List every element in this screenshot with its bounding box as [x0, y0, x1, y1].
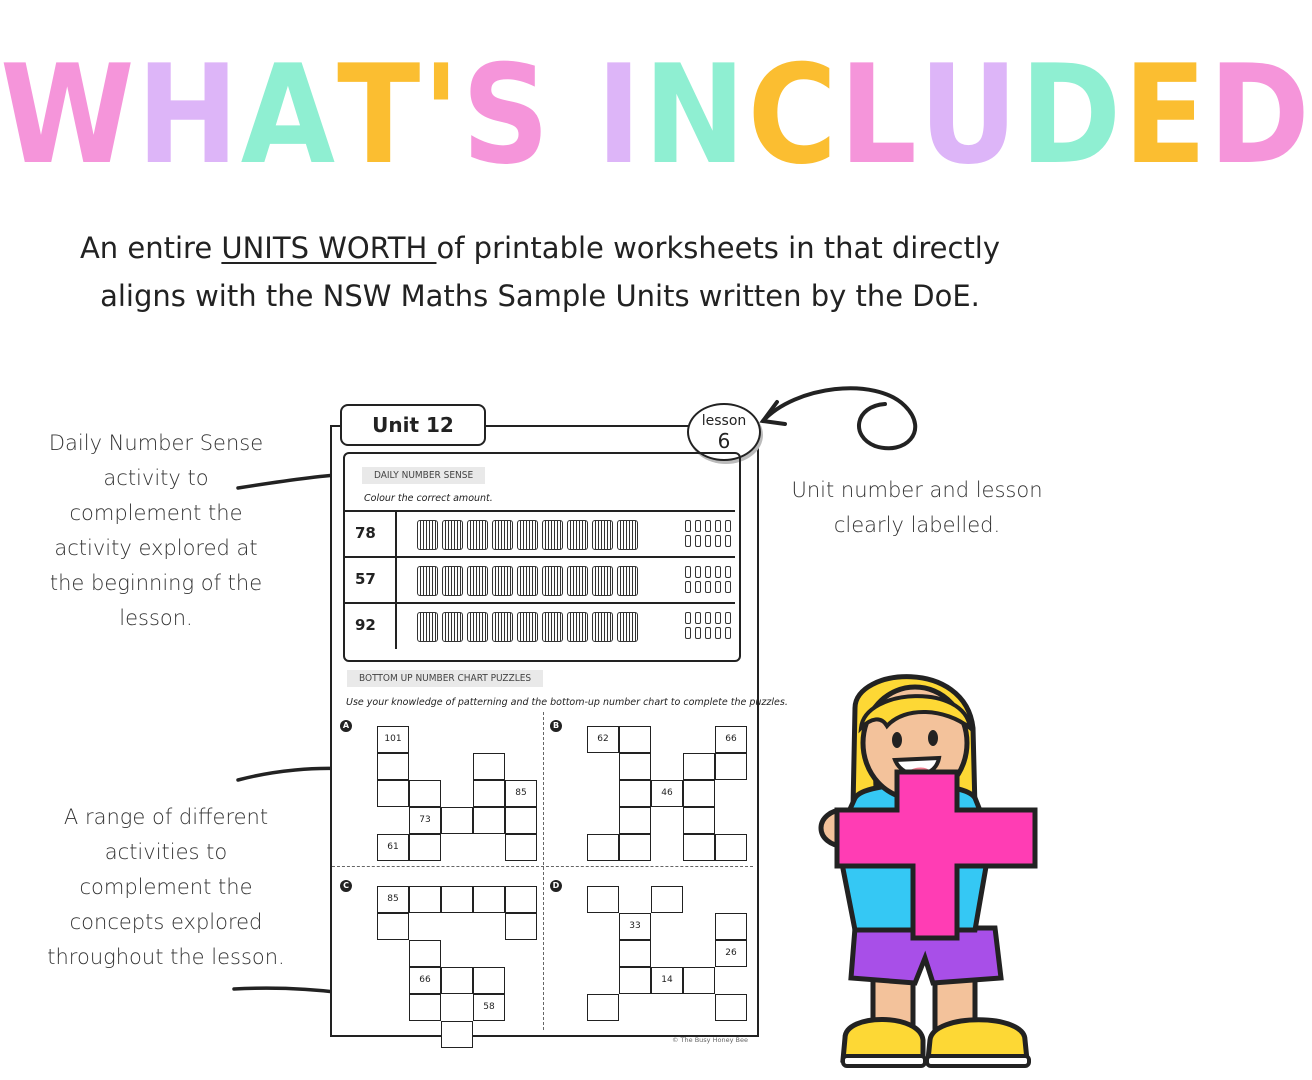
one-block[interactable]	[715, 535, 721, 547]
puzzle-cell[interactable]	[505, 913, 537, 940]
ten-block[interactable]	[617, 566, 638, 596]
puzzle-cell[interactable]	[619, 780, 651, 807]
puzzle-cell[interactable]: 66	[409, 967, 441, 994]
puzzle-cell[interactable]: 58	[473, 994, 505, 1021]
dns-row-number: 57	[355, 570, 376, 588]
ten-block[interactable]	[492, 520, 513, 550]
puzzle-cell[interactable]	[441, 967, 473, 994]
one-block[interactable]	[715, 581, 721, 593]
dns-row-number: 78	[355, 524, 376, 542]
puzzle-cell[interactable]	[715, 994, 747, 1021]
dns-row-divider	[395, 604, 397, 649]
puzzle-cell[interactable]: 61	[377, 834, 409, 861]
one-block[interactable]	[695, 566, 701, 578]
one-block[interactable]	[725, 566, 731, 578]
one-block[interactable]	[705, 520, 711, 532]
one-block[interactable]	[695, 581, 701, 593]
dns-heading: DAILY NUMBER SENSE	[362, 467, 485, 484]
ten-block[interactable]	[542, 566, 563, 596]
title-letter: I	[596, 35, 644, 195]
title-letter: T	[337, 35, 423, 195]
ones-blocks	[685, 520, 731, 547]
puzzle-cell[interactable]	[377, 780, 409, 807]
puzzle-cell[interactable]: 101	[377, 726, 409, 753]
title-letter: D	[1208, 35, 1312, 195]
one-block[interactable]	[705, 612, 711, 624]
ten-block[interactable]	[442, 520, 463, 550]
one-block[interactable]	[685, 627, 691, 639]
note-daily-number-sense: Daily Number Sense activity to complement the activity explored at the beginning of the lesson.	[48, 431, 264, 630]
puzzle-cell[interactable]	[505, 807, 537, 834]
ten-block[interactable]	[567, 566, 588, 596]
tens-blocks	[417, 566, 638, 596]
one-block[interactable]	[705, 627, 711, 639]
ones-blocks	[685, 612, 731, 639]
ten-block[interactable]	[617, 520, 638, 550]
puzzle-cell[interactable]: 46	[651, 780, 683, 807]
one-block[interactable]	[725, 535, 731, 547]
puzzle-cell[interactable]	[377, 913, 409, 940]
ten-block[interactable]	[467, 566, 488, 596]
ten-block[interactable]	[417, 566, 438, 596]
lesson-label: lesson	[701, 413, 747, 429]
puzzle-cell[interactable]	[473, 807, 505, 834]
puzzle-instruction: Use your knowledge of patterning and the bottom-up number chart to complete the puzzles.	[346, 697, 788, 708]
ten-block[interactable]	[442, 566, 463, 596]
ten-block[interactable]	[517, 612, 538, 642]
lesson-number: 6	[717, 429, 731, 453]
one-block[interactable]	[715, 612, 721, 624]
title-letter: S	[461, 35, 552, 195]
puzzle-cell[interactable]	[619, 834, 651, 861]
puzzle-cell[interactable]	[409, 994, 441, 1021]
puzzle-cell[interactable]: 66	[715, 726, 747, 753]
title-letter: E	[1123, 35, 1209, 195]
ten-block[interactable]	[417, 520, 438, 550]
one-block[interactable]	[705, 566, 711, 578]
puzzle-cell[interactable]	[651, 886, 683, 913]
ten-block[interactable]	[617, 612, 638, 642]
puzzle-cell[interactable]	[587, 994, 619, 1021]
puzzle-cell[interactable]: 14	[651, 967, 683, 994]
ten-block[interactable]	[517, 566, 538, 596]
ten-block[interactable]	[492, 566, 513, 596]
page-title	[0, 31, 1312, 199]
ten-block[interactable]	[567, 520, 588, 550]
puzzle-cell[interactable]: 85	[505, 780, 537, 807]
puzzle-cell[interactable]	[619, 807, 651, 834]
puzzle-cell[interactable]	[473, 780, 505, 807]
puzzle-cell[interactable]	[409, 834, 441, 861]
puzzle-cell[interactable]	[619, 940, 651, 967]
ten-block[interactable]	[567, 612, 588, 642]
one-block[interactable]	[695, 535, 701, 547]
puzzle-cell[interactable]	[683, 780, 715, 807]
puzzle-label: A	[340, 720, 352, 732]
one-block[interactable]	[685, 581, 691, 593]
puzzle-cell[interactable]	[683, 753, 715, 780]
one-block[interactable]	[695, 627, 701, 639]
one-block[interactable]	[695, 520, 701, 532]
dns-row	[345, 510, 735, 557]
puzzle-cell[interactable]: 62	[587, 726, 619, 753]
puzzle-cell[interactable]: 85	[377, 886, 409, 913]
one-block[interactable]	[685, 612, 691, 624]
subtitle-underlined: UNITS WORTH	[221, 231, 437, 265]
ten-block[interactable]	[467, 520, 488, 550]
dns-row-divider	[395, 512, 397, 557]
one-block[interactable]	[685, 535, 691, 547]
puzzle-cell[interactable]	[473, 753, 505, 780]
title-letter: C	[747, 35, 840, 195]
puzzle-label: C	[340, 880, 352, 892]
puzzle-cell[interactable]	[683, 807, 715, 834]
one-block[interactable]	[715, 627, 721, 639]
title-letter: N	[643, 35, 748, 195]
dns-row-divider	[395, 558, 397, 603]
one-block[interactable]	[685, 566, 691, 578]
puzzle-cell[interactable]	[505, 886, 537, 913]
ten-block[interactable]	[492, 612, 513, 642]
puzzle-cell[interactable]	[505, 834, 537, 861]
quadrant-divider-vertical	[543, 712, 544, 1030]
note-range-activities: A range of different activities to complement the concepts explored throughout the lesson.	[47, 805, 285, 969]
note-unit-lesson: Unit number and lesson clearly labelled.	[791, 478, 1043, 537]
subtitle-after: of printable worksheets in that directly aligns with the NSW Maths Sample Units written by the DoE.	[100, 231, 1001, 313]
ten-block[interactable]	[542, 520, 563, 550]
puzzle-cell[interactable]	[441, 807, 473, 834]
puzzle-cell[interactable]	[409, 886, 441, 913]
one-block[interactable]	[705, 535, 711, 547]
ones-blocks	[685, 566, 731, 593]
copyright: © The Busy Honey Bee	[672, 1036, 748, 1044]
ten-block[interactable]	[517, 520, 538, 550]
tens-blocks	[417, 520, 638, 550]
title-letter	[552, 31, 596, 199]
ten-block[interactable]	[467, 612, 488, 642]
puzzle-cell[interactable]	[473, 886, 505, 913]
dns-row-number: 92	[355, 616, 376, 634]
title-letter: '	[422, 35, 462, 195]
puzzle-heading: BOTTOM UP NUMBER CHART PUZZLES	[347, 670, 543, 687]
title-letter: H	[136, 35, 241, 195]
unit-label: Unit 12	[340, 404, 486, 446]
puzzle-cell[interactable]	[683, 967, 715, 994]
one-block[interactable]	[685, 520, 691, 532]
dns-instruction: Colour the correct amount.	[364, 493, 493, 504]
ten-block[interactable]	[592, 566, 613, 596]
dns-row	[345, 556, 735, 603]
puzzle-cell[interactable]	[587, 886, 619, 913]
one-block[interactable]	[725, 581, 731, 593]
puzzle-label: B	[550, 720, 562, 732]
title-letter: W	[0, 35, 137, 195]
puzzle-cell[interactable]	[683, 834, 715, 861]
puzzle-cell[interactable]	[587, 834, 619, 861]
puzzle-cell[interactable]	[409, 940, 441, 967]
ten-block[interactable]	[542, 612, 563, 642]
one-block[interactable]	[715, 520, 721, 532]
puzzle-cell[interactable]	[619, 967, 651, 994]
one-block[interactable]	[725, 612, 731, 624]
one-block[interactable]	[725, 520, 731, 532]
puzzle-cell[interactable]	[715, 834, 747, 861]
one-block[interactable]	[705, 581, 711, 593]
arrow-curl-icon	[755, 376, 935, 466]
puzzle-cell[interactable]	[715, 753, 747, 780]
puzzle-cell[interactable]	[441, 1021, 473, 1048]
puzzle-cell[interactable]: 26	[715, 940, 747, 967]
puzzle-cell[interactable]: 73	[409, 807, 441, 834]
puzzle-label: D	[550, 880, 562, 892]
ten-block[interactable]	[417, 612, 438, 642]
title-letter: D	[1019, 35, 1124, 195]
one-block[interactable]	[725, 627, 731, 639]
ten-block[interactable]	[592, 520, 613, 550]
ten-block[interactable]	[442, 612, 463, 642]
puzzle-cell[interactable]	[619, 726, 651, 753]
ten-block[interactable]	[592, 612, 613, 642]
subtitle	[70, 224, 1010, 320]
puzzle-cell[interactable]	[473, 967, 505, 994]
title-letter: U	[918, 35, 1020, 195]
subtitle-before: An entire	[79, 231, 222, 265]
girl-holding-plus-illustration	[815, 668, 1055, 1078]
dns-row	[345, 602, 735, 649]
one-block[interactable]	[695, 612, 701, 624]
one-block[interactable]	[715, 566, 721, 578]
puzzle-cell[interactable]	[619, 753, 651, 780]
puzzle-cell[interactable]	[441, 886, 473, 913]
title-letter: A	[240, 35, 338, 195]
title-letter: L	[839, 35, 919, 195]
puzzle-cell[interactable]	[377, 753, 409, 780]
puzzle-cell[interactable]	[715, 913, 747, 940]
tens-blocks	[417, 612, 638, 642]
puzzle-cell[interactable]	[409, 780, 441, 807]
puzzle-cell[interactable]: 33	[619, 913, 651, 940]
